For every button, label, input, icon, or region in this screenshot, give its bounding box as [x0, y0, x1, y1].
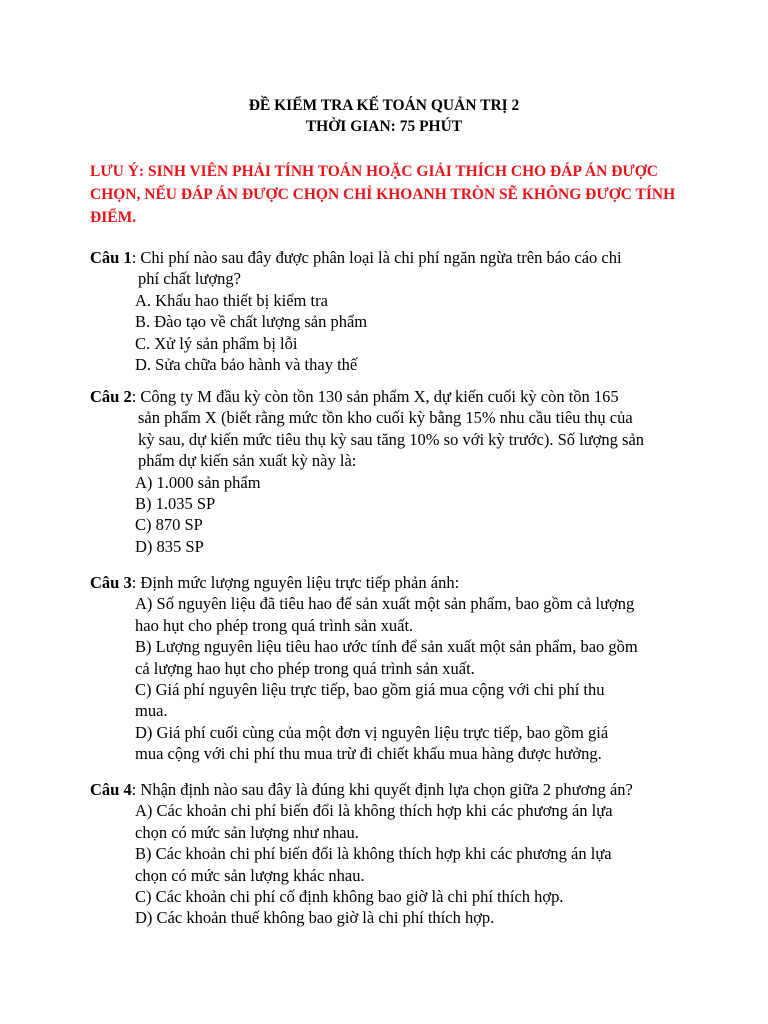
option-line: C) Các khoản chi phí cố định không bao giờ là chi phí thích hợp. — [135, 887, 564, 907]
question-4 — [90, 779, 680, 929]
question-stem — [90, 386, 680, 407]
answer-option-b — [90, 843, 680, 886]
question-text: : Công ty M đầu kỳ còn tồn 130 sản phẩm X, dự kiến cuối kỳ còn tồn 165 — [131, 387, 619, 406]
option-line: hao hụt cho phép trong quá trình sản xuất. — [135, 615, 414, 635]
question-label: Câu 1 — [90, 248, 132, 267]
question-3 — [90, 572, 680, 765]
option-line: chọn có mức sản lượng như nhau. — [135, 822, 359, 842]
question-text: sản phẩm X (biết rằng mức tồn kho cuối kỳ bằng 15% nhu cầu tiêu thụ của — [138, 408, 633, 428]
option-line: C) Giá phí nguyên liệu trực tiếp, bao gồm giá mua cộng với chi phí thu — [135, 680, 605, 700]
answer-option-b: B. Đào tạo về chất lượng sản phẩm — [135, 312, 368, 332]
answer-option-a — [90, 593, 680, 636]
exam-header — [0, 95, 768, 137]
question-stem — [90, 779, 680, 800]
question-text: : Chi phí nào sau đây được phân loại là chi phí ngăn ngừa trên báo cáo chi — [131, 248, 622, 267]
option-line: chọn có mức sản lượng khác nhau. — [135, 865, 365, 885]
answer-option-d — [90, 907, 680, 928]
answer-option-d: D. Sửa chữa bảo hành và thay thế — [135, 355, 358, 375]
option-line: D) Giá phí cuối cùng của một đơn vị nguyên liệu trực tiếp, bao gồm giá — [135, 722, 609, 742]
exam-title: ĐỀ KIỂM TRA KẾ TOÁN QUẢN TRỊ 2 — [248, 97, 520, 114]
option-line: A) Số nguyên liệu đã tiêu hao để sản xuất một sản phẩm, bao gồm cả lượng — [135, 594, 635, 614]
question-text: phí chất lượng? — [138, 269, 241, 289]
question-label: Câu 3 — [90, 573, 132, 592]
option-line: D) Các khoản thuế không bao giờ là chi phí thích hợp. — [135, 908, 495, 928]
question-label: Câu 2 — [90, 387, 132, 406]
answer-option-a: A. Khấu hao thiết bị kiểm tra — [135, 290, 328, 310]
option-line: B) Lượng nguyên liệu tiêu hao ước tính để sản xuất một sản phẩm, bao gồm — [135, 637, 638, 657]
question-text: kỳ sau, dự kiến mức tiêu thụ kỳ sau tăng 10% so với kỳ trước). Số lượng sản — [138, 429, 645, 449]
question-label: Câu 4 — [90, 780, 132, 799]
question-2 — [90, 386, 680, 557]
option-line: cả lượng hao hụt cho phép trong quá trình sản xuất. — [135, 658, 475, 678]
question-stem — [90, 247, 680, 268]
question-1 — [90, 247, 680, 375]
answer-option-a — [90, 800, 680, 843]
question-text: phẩm dự kiến sản xuất kỳ này là: — [138, 451, 357, 471]
answer-option-b — [90, 636, 680, 679]
note-line: ĐIỂM. — [90, 209, 137, 226]
question-text: : Định mức lượng nguyên liệu trực tiếp phản ánh: — [131, 573, 460, 592]
answer-option-b: B) 1.035 SP — [135, 494, 216, 514]
option-line: A) Các khoản chi phí biến đổi là không thích hợp khi các phương án lựa — [135, 801, 613, 821]
option-line: B) Các khoản chi phí biến đổi là không thích hợp khi các phương án lựa — [135, 844, 612, 864]
answer-option-c — [90, 679, 680, 722]
question-stem — [90, 572, 680, 593]
note-line: CHỌN, NẾU ĐÁP ÁN ĐƯỢC CHỌN CHỈ KHOANH TRÒN SẼ KHÔNG ĐƯỢC TÍNH — [90, 186, 676, 203]
answer-option-c — [90, 886, 680, 907]
exam-time: THỜI GIAN: 75 PHÚT — [305, 118, 463, 135]
answer-option-d — [90, 722, 680, 765]
note-line: LƯU Ý: SINH VIÊN PHẢI TÍNH TOÁN HOẶC GIẢI THÍCH CHO ĐÁP ÁN ĐƯỢC — [90, 163, 658, 180]
answer-option-c: C) 870 SP — [135, 515, 203, 535]
answer-option-d: D) 835 SP — [135, 536, 204, 556]
option-line: mua. — [135, 701, 168, 721]
exam-note — [90, 160, 690, 229]
question-text: : Nhận định nào sau đây là đúng khi quyết định lựa chọn giữa 2 phương án? — [131, 780, 633, 799]
answer-option-a: A) 1.000 sản phẩm — [135, 472, 261, 492]
option-line: mua cộng với chi phí thu mua trừ đi chiết khấu mua hàng được hưởng. — [135, 744, 602, 764]
answer-option-c: C. Xử lý sản phẩm bị lỗi — [135, 333, 298, 353]
